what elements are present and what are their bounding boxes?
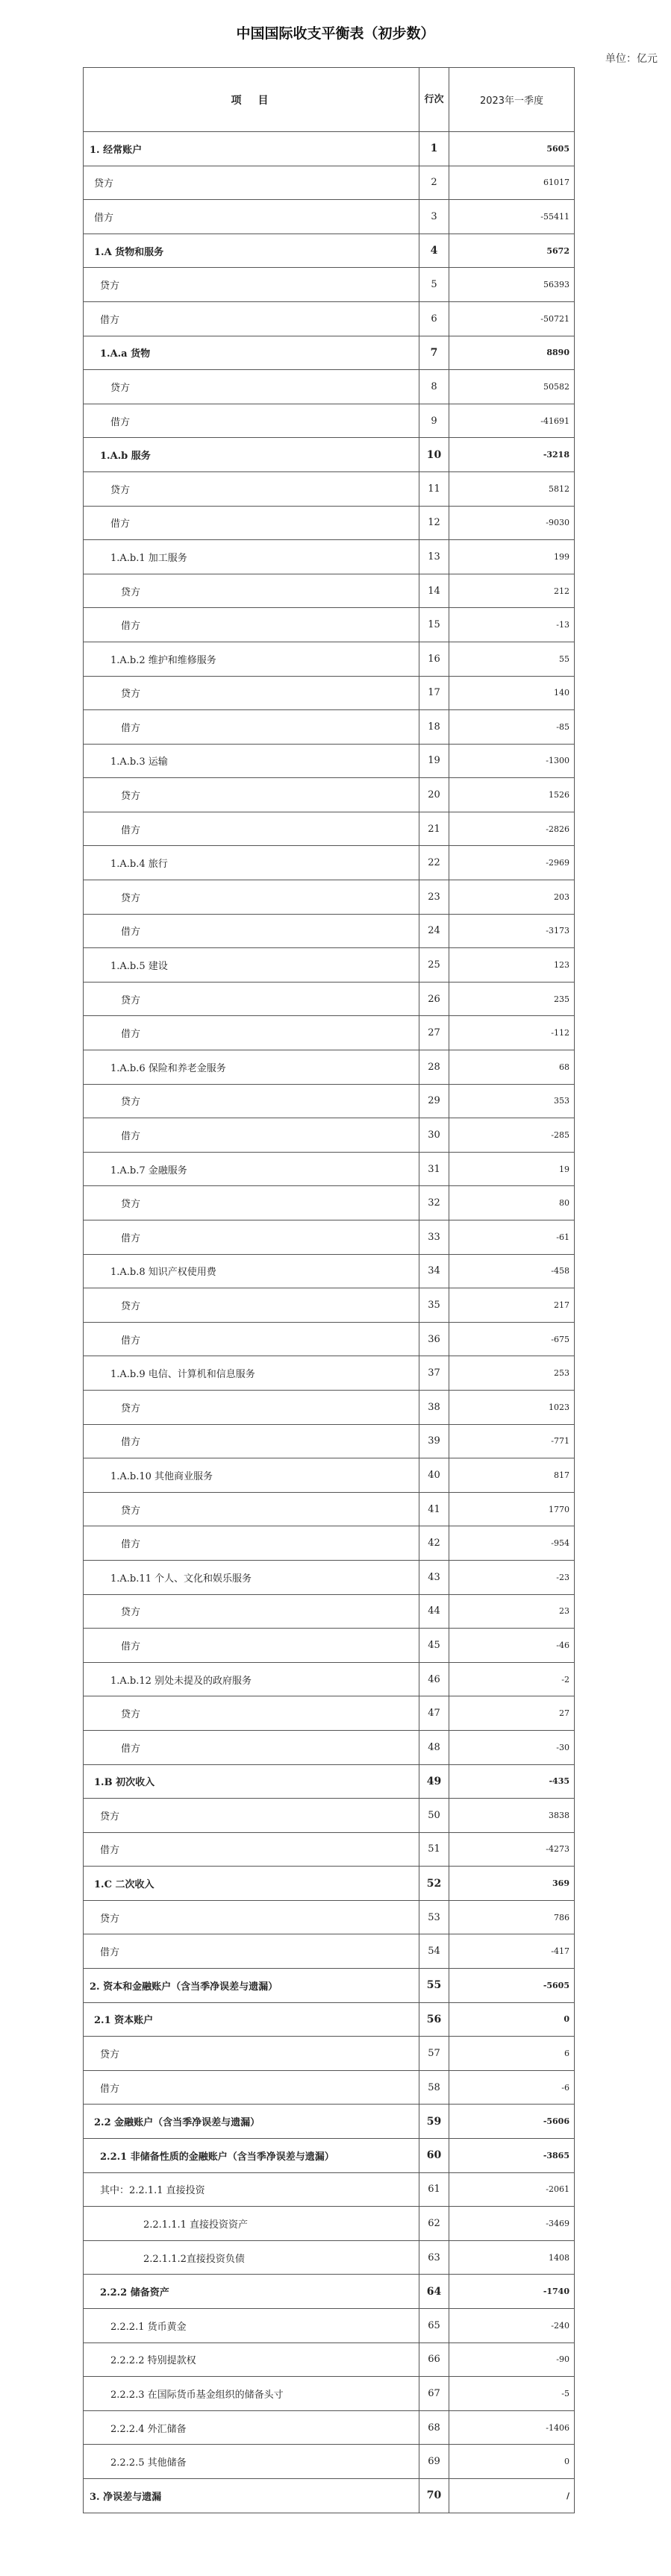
- row-label: 1.A.b.4 旅行: [84, 846, 419, 880]
- table-row: [84, 234, 575, 268]
- row-line-number: 28: [419, 1050, 449, 1085]
- row-line-number: 19: [419, 744, 449, 778]
- row-label: 借方: [84, 1526, 419, 1561]
- row-line-number: 46: [419, 1662, 449, 1696]
- row-value: 27: [449, 1696, 575, 1731]
- row-line-number: 55: [419, 1969, 449, 2003]
- row-line-number: 58: [419, 2070, 449, 2105]
- table-row: [84, 268, 575, 302]
- row-value: -1740: [449, 2275, 575, 2309]
- row-value: -6: [449, 2070, 575, 2105]
- row-value: 5812: [449, 471, 575, 506]
- table-row: [84, 1186, 575, 1220]
- row-label: 贷方: [84, 166, 419, 200]
- row-label: 借方: [84, 710, 419, 745]
- row-label: 贷方: [84, 778, 419, 812]
- row-value: 253: [449, 1356, 575, 1391]
- row-value: 55: [449, 642, 575, 676]
- table-row: [84, 2207, 575, 2241]
- row-label: 2.2 金融账户（含当季净误差与遗漏）: [84, 2105, 419, 2139]
- row-label: 1.A.a 货物: [84, 336, 419, 370]
- row-value: -41691: [449, 404, 575, 438]
- table-row: [84, 2478, 575, 2513]
- row-value: 56393: [449, 268, 575, 302]
- row-value: -5605: [449, 1969, 575, 2003]
- row-value: 217: [449, 1288, 575, 1323]
- table-row: [84, 642, 575, 676]
- row-value: -90: [449, 2342, 575, 2377]
- row-label: 借方: [84, 404, 419, 438]
- row-value: 235: [449, 982, 575, 1016]
- row-label: 借方: [84, 506, 419, 540]
- row-label: 1.A 货物和服务: [84, 234, 419, 268]
- row-label: 1.A.b.2 维护和维修服务: [84, 642, 419, 676]
- row-label: 1.A.b 服务: [84, 438, 419, 472]
- row-label: 借方: [84, 608, 419, 642]
- row-line-number: 51: [419, 1832, 449, 1867]
- table-row: [84, 2070, 575, 2105]
- table-row: [84, 914, 575, 948]
- row-label: 1.C 二次收入: [84, 1867, 419, 1901]
- row-label: 2.2.2.5 其他储备: [84, 2445, 419, 2479]
- row-label: 1.A.b.3 运输: [84, 744, 419, 778]
- row-label: 贷方: [84, 1084, 419, 1118]
- table-row: [84, 1867, 575, 1901]
- row-label: 1.A.b.10 其他商业服务: [84, 1458, 419, 1493]
- table-row: [84, 1084, 575, 1118]
- row-line-number: 69: [419, 2445, 449, 2479]
- row-label: 2.2.1 非储备性质的金融账户（含当季净误差与遗漏）: [84, 2139, 419, 2173]
- row-line-number: 23: [419, 880, 449, 915]
- row-label: 其中：2.2.1.1 直接投资: [84, 2172, 419, 2207]
- table-row: [84, 2002, 575, 2037]
- row-line-number: 36: [419, 1322, 449, 1356]
- row-line-number: 9: [419, 404, 449, 438]
- row-value: 1408: [449, 2240, 575, 2275]
- row-value: 0: [449, 2002, 575, 2037]
- table-row: [84, 744, 575, 778]
- row-label: 贷方: [84, 982, 419, 1016]
- table-row: [84, 1526, 575, 1561]
- table-row: [84, 506, 575, 540]
- row-line-number: 24: [419, 914, 449, 948]
- row-line-number: 2: [419, 166, 449, 200]
- row-label: 1.A.b.11 个人、文化和娱乐服务: [84, 1560, 419, 1594]
- row-value: -3173: [449, 914, 575, 948]
- row-value: 123: [449, 948, 575, 983]
- table-body: [84, 132, 575, 2513]
- row-value: 6: [449, 2037, 575, 2071]
- row-value: 61017: [449, 166, 575, 200]
- row-value: -2: [449, 1662, 575, 1696]
- table-row: [84, 2342, 575, 2377]
- table-row: [84, 1424, 575, 1458]
- row-line-number: 26: [419, 982, 449, 1016]
- row-value: 5605: [449, 132, 575, 166]
- row-label: 借方: [84, 1629, 419, 1663]
- row-line-number: 31: [419, 1152, 449, 1186]
- row-line-number: 47: [419, 1696, 449, 1731]
- row-label: 1.A.b.1 加工服务: [84, 540, 419, 574]
- row-line-number: 7: [419, 336, 449, 370]
- row-value: -2826: [449, 812, 575, 846]
- row-value: 50582: [449, 370, 575, 404]
- row-line-number: 63: [419, 2240, 449, 2275]
- row-value: -61: [449, 1220, 575, 1255]
- row-value: 817: [449, 1458, 575, 1493]
- table-row: [84, 1900, 575, 1934]
- row-label: 贷方: [84, 370, 419, 404]
- row-value: -112: [449, 1016, 575, 1050]
- row-label: 2. 资本和金融账户（含当季净误差与遗漏）: [84, 1969, 419, 2003]
- row-line-number: 10: [419, 438, 449, 472]
- row-line-number: 6: [419, 301, 449, 336]
- table-row: [84, 2105, 575, 2139]
- row-value: -4273: [449, 1832, 575, 1867]
- table-row: [84, 1934, 575, 1969]
- table-row: [84, 1629, 575, 1663]
- row-line-number: 17: [419, 676, 449, 710]
- row-value: -85: [449, 710, 575, 745]
- row-line-number: 65: [419, 2309, 449, 2343]
- row-line-number: 45: [419, 1629, 449, 1663]
- table-header-row: [84, 68, 575, 132]
- table-row: [84, 1730, 575, 1764]
- row-line-number: 48: [419, 1730, 449, 1764]
- table-row: [84, 1152, 575, 1186]
- row-line-number: 13: [419, 540, 449, 574]
- row-value: 80: [449, 1186, 575, 1220]
- row-label: 2.2.2.4 外汇储备: [84, 2410, 419, 2445]
- row-value: -771: [449, 1424, 575, 1458]
- row-value: 68: [449, 1050, 575, 1085]
- row-line-number: 61: [419, 2172, 449, 2207]
- table-row: [84, 574, 575, 608]
- row-line-number: 11: [419, 471, 449, 506]
- row-label: 1.B 初次收入: [84, 1764, 419, 1799]
- row-value: -458: [449, 1254, 575, 1288]
- row-line-number: 21: [419, 812, 449, 846]
- row-label: 贷方: [84, 574, 419, 608]
- row-value: 3838: [449, 1799, 575, 1833]
- row-value: 19: [449, 1152, 575, 1186]
- row-value: -240: [449, 2309, 575, 2343]
- row-value: 1023: [449, 1390, 575, 1424]
- table-row: [84, 471, 575, 506]
- row-line-number: 12: [419, 506, 449, 540]
- row-line-number: 38: [419, 1390, 449, 1424]
- row-label: 借方: [84, 2070, 419, 2105]
- row-value: 1526: [449, 778, 575, 812]
- row-value: 353: [449, 1084, 575, 1118]
- table-row: [84, 1458, 575, 1493]
- row-line-number: 62: [419, 2207, 449, 2241]
- row-label: 贷方: [84, 268, 419, 302]
- row-line-number: 25: [419, 948, 449, 983]
- row-value: 5672: [449, 234, 575, 268]
- row-line-number: 70: [419, 2478, 449, 2513]
- row-label: 贷方: [84, 1594, 419, 1629]
- row-line-number: 3: [419, 200, 449, 234]
- row-label: 借方: [84, 200, 419, 234]
- row-label: 1.A.b.9 电信、计算机和信息服务: [84, 1356, 419, 1391]
- row-value: 140: [449, 676, 575, 710]
- row-label: 2.2.1.1.2直接投资负债: [84, 2240, 419, 2275]
- row-value: -1406: [449, 2410, 575, 2445]
- table-row: [84, 2445, 575, 2479]
- row-label: 借方: [84, 1934, 419, 1969]
- table-row: [84, 2377, 575, 2411]
- row-label: 2.2.2.2 特别提款权: [84, 2342, 419, 2377]
- row-value: 212: [449, 574, 575, 608]
- row-line-number: 27: [419, 1016, 449, 1050]
- table-row: [84, 166, 575, 200]
- row-label: 2.1 资本账户: [84, 2002, 419, 2037]
- row-label: 借方: [84, 1730, 419, 1764]
- row-label: 2.2.1.1.1 直接投资资产: [84, 2207, 419, 2241]
- table-row: [84, 812, 575, 846]
- row-label: 借方: [84, 1118, 419, 1153]
- row-line-number: 53: [419, 1900, 449, 1934]
- row-label: 贷方: [84, 1900, 419, 1934]
- row-value: -50721: [449, 301, 575, 336]
- row-line-number: 15: [419, 608, 449, 642]
- row-line-number: 67: [419, 2377, 449, 2411]
- row-value: -55411: [449, 200, 575, 234]
- row-value: 203: [449, 880, 575, 915]
- row-label: 借方: [84, 1322, 419, 1356]
- row-line-number: 44: [419, 1594, 449, 1629]
- table-row: [84, 1322, 575, 1356]
- row-label: 贷方: [84, 471, 419, 506]
- row-line-number: 59: [419, 2105, 449, 2139]
- table-row: [84, 1696, 575, 1731]
- table-row: [84, 200, 575, 234]
- row-value: -30: [449, 1730, 575, 1764]
- row-label: 贷方: [84, 1492, 419, 1526]
- table-row: [84, 132, 575, 166]
- table-row: [84, 880, 575, 915]
- row-line-number: 30: [419, 1118, 449, 1153]
- row-label: 1.A.b.6 保险和养老金服务: [84, 1050, 419, 1085]
- table-row: [84, 1288, 575, 1323]
- row-label: 贷方: [84, 1186, 419, 1220]
- row-line-number: 33: [419, 1220, 449, 1255]
- row-label: 贷方: [84, 2037, 419, 2071]
- row-line-number: 56: [419, 2002, 449, 2037]
- row-value: -435: [449, 1764, 575, 1799]
- table-row: [84, 1220, 575, 1255]
- row-line-number: 68: [419, 2410, 449, 2445]
- table-row: [84, 1560, 575, 1594]
- row-line-number: 60: [419, 2139, 449, 2173]
- row-value: 199: [449, 540, 575, 574]
- row-value: -3865: [449, 2139, 575, 2173]
- row-label: 借方: [84, 1016, 419, 1050]
- table-row: [84, 778, 575, 812]
- table-row: [84, 370, 575, 404]
- table-row: [84, 2410, 575, 2445]
- table-row: [84, 1969, 575, 2003]
- table-row: [84, 2139, 575, 2173]
- row-line-number: 40: [419, 1458, 449, 1493]
- row-value: -1300: [449, 744, 575, 778]
- column-header-line: 行次: [419, 68, 449, 132]
- table-row: [84, 1594, 575, 1629]
- row-line-number: 32: [419, 1186, 449, 1220]
- row-label: 3. 净误差与遗漏: [84, 2478, 419, 2513]
- row-value: 0: [449, 2445, 575, 2479]
- row-line-number: 8: [419, 370, 449, 404]
- row-label: 2.2.2.3 在国际货币基金组织的储备头寸: [84, 2377, 419, 2411]
- table-row: [84, 1254, 575, 1288]
- table-row: [84, 1832, 575, 1867]
- row-line-number: 4: [419, 234, 449, 268]
- row-line-number: 18: [419, 710, 449, 745]
- unit-label: 单位：亿元: [605, 53, 658, 65]
- row-line-number: 29: [419, 1084, 449, 1118]
- table-row: [84, 948, 575, 983]
- table-row: [84, 2037, 575, 2071]
- row-line-number: 39: [419, 1424, 449, 1458]
- row-line-number: 64: [419, 2275, 449, 2309]
- row-line-number: 35: [419, 1288, 449, 1323]
- row-line-number: 49: [419, 1764, 449, 1799]
- row-value: -5: [449, 2377, 575, 2411]
- table-row: [84, 1356, 575, 1391]
- row-label: 贷方: [84, 1799, 419, 1833]
- table-row: [84, 540, 575, 574]
- row-value: 1770: [449, 1492, 575, 1526]
- column-header-item: 项 目: [84, 68, 419, 132]
- row-line-number: 41: [419, 1492, 449, 1526]
- row-value: -417: [449, 1934, 575, 1969]
- table-row: [84, 2172, 575, 2207]
- row-label: 2.2.2 储备资产: [84, 2275, 419, 2309]
- table-row: [84, 2309, 575, 2343]
- row-value: -2061: [449, 2172, 575, 2207]
- table-row: [84, 846, 575, 880]
- row-line-number: 22: [419, 846, 449, 880]
- row-label: 1.A.b.5 建设: [84, 948, 419, 983]
- row-value: -46: [449, 1629, 575, 1663]
- row-value: -2969: [449, 846, 575, 880]
- table-row: [84, 676, 575, 710]
- table-row: [84, 2240, 575, 2275]
- row-value: -9030: [449, 506, 575, 540]
- column-header-value: 2023年一季度: [449, 68, 575, 132]
- row-line-number: 66: [419, 2342, 449, 2377]
- row-label: 借方: [84, 1424, 419, 1458]
- table-row: [84, 1050, 575, 1085]
- row-label: 借方: [84, 812, 419, 846]
- page-title: 中国国际收支平衡表（初步数）: [236, 25, 435, 42]
- row-label: 1.A.b.8 知识产权使用费: [84, 1254, 419, 1288]
- row-value: 369: [449, 1867, 575, 1901]
- table-row: [84, 608, 575, 642]
- table-row: [84, 336, 575, 370]
- row-line-number: 57: [419, 2037, 449, 2071]
- row-value: -285: [449, 1118, 575, 1153]
- row-label: 借方: [84, 1832, 419, 1867]
- table-row: [84, 301, 575, 336]
- row-value: -3218: [449, 438, 575, 472]
- row-line-number: 14: [419, 574, 449, 608]
- row-line-number: 1: [419, 132, 449, 166]
- table-row: [84, 2275, 575, 2309]
- table-row: [84, 1662, 575, 1696]
- row-label: 借方: [84, 914, 419, 948]
- row-value: 8890: [449, 336, 575, 370]
- row-label: 2.2.2.1 货币黄金: [84, 2309, 419, 2343]
- table-row: [84, 982, 575, 1016]
- row-line-number: 54: [419, 1934, 449, 1969]
- table-row: [84, 1799, 575, 1833]
- row-line-number: 5: [419, 268, 449, 302]
- row-label: 借方: [84, 301, 419, 336]
- row-value: /: [449, 2478, 575, 2513]
- table-row: [84, 1492, 575, 1526]
- row-label: 贷方: [84, 676, 419, 710]
- table-row: [84, 710, 575, 745]
- row-value: -23: [449, 1560, 575, 1594]
- table-row: [84, 1390, 575, 1424]
- row-line-number: 43: [419, 1560, 449, 1594]
- row-label: 贷方: [84, 880, 419, 915]
- table-row: [84, 1016, 575, 1050]
- row-label: 贷方: [84, 1288, 419, 1323]
- row-value: -5606: [449, 2105, 575, 2139]
- balance-of-payments-table: [83, 67, 575, 2513]
- row-value: -675: [449, 1322, 575, 1356]
- row-value: 23: [449, 1594, 575, 1629]
- table-row: [84, 438, 575, 472]
- row-line-number: 16: [419, 642, 449, 676]
- row-line-number: 42: [419, 1526, 449, 1561]
- row-label: 1. 经常账户: [84, 132, 419, 166]
- row-line-number: 52: [419, 1867, 449, 1901]
- row-line-number: 50: [419, 1799, 449, 1833]
- row-line-number: 20: [419, 778, 449, 812]
- table-row: [84, 1764, 575, 1799]
- row-value: -13: [449, 608, 575, 642]
- row-value: 786: [449, 1900, 575, 1934]
- row-line-number: 34: [419, 1254, 449, 1288]
- row-label: 1.A.b.7 金融服务: [84, 1152, 419, 1186]
- row-label: 借方: [84, 1220, 419, 1255]
- row-line-number: 37: [419, 1356, 449, 1391]
- table-row: [84, 1118, 575, 1153]
- row-label: 贷方: [84, 1696, 419, 1731]
- row-label: 贷方: [84, 1390, 419, 1424]
- table-row: [84, 404, 575, 438]
- row-value: -3469: [449, 2207, 575, 2241]
- row-value: -954: [449, 1526, 575, 1561]
- row-label: 1.A.b.12 别处未提及的政府服务: [84, 1662, 419, 1696]
